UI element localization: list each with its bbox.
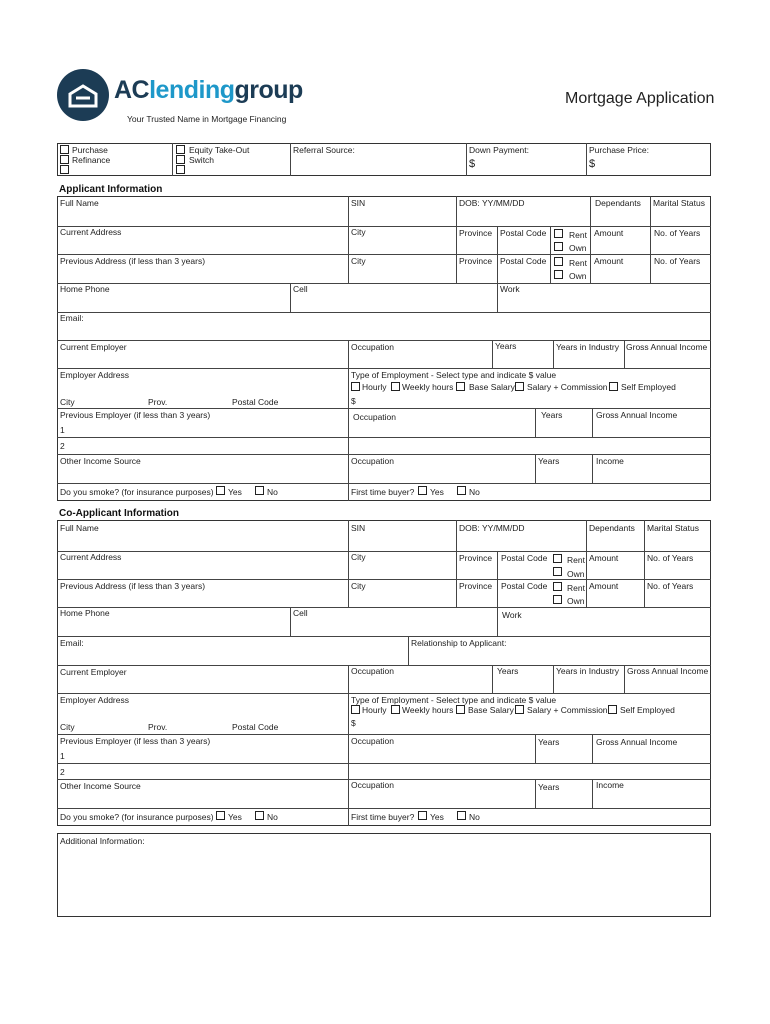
prev-gross-income-field[interactable]: Gross Annual Income bbox=[596, 410, 678, 420]
co-own-checkbox[interactable] bbox=[553, 567, 562, 576]
prev-employer-row-2: 2 bbox=[60, 441, 65, 451]
co-prev-rent-label: Rent bbox=[567, 583, 585, 593]
co-current-address-field[interactable]: Current Address bbox=[60, 552, 122, 562]
hourly-label: Hourly bbox=[362, 382, 387, 392]
years-field[interactable]: Years bbox=[495, 341, 517, 351]
co-other-income-field[interactable]: Other Income Source bbox=[60, 781, 141, 791]
co-city-field[interactable]: City bbox=[351, 552, 366, 562]
refinance-label: Refinance bbox=[72, 155, 111, 165]
purchase-checkbox[interactable] bbox=[60, 145, 69, 154]
co-first-time-yes-checkbox[interactable] bbox=[418, 811, 427, 820]
equity-takeout-checkbox[interactable] bbox=[176, 145, 185, 154]
first-time-buyer-question: First time buyer? bbox=[351, 487, 415, 497]
coapplicant-section-title: Co-Applicant Information bbox=[59, 508, 179, 519]
full-name-field[interactable]: Full Name bbox=[60, 198, 99, 208]
co-years-field[interactable]: Years bbox=[497, 666, 519, 676]
document-title: Mortgage Application bbox=[565, 90, 715, 107]
other-occupation-field[interactable]: Occupation bbox=[351, 456, 394, 466]
hourly-checkbox[interactable] bbox=[351, 382, 360, 391]
co-email-field[interactable]: Email: bbox=[60, 638, 84, 648]
co-sin-field[interactable]: SIN bbox=[351, 523, 366, 533]
co-prev-years-field[interactable]: Years bbox=[538, 737, 560, 747]
employer-address-field[interactable]: Employer Address bbox=[60, 370, 129, 380]
prev-employer-row-1: 1 bbox=[60, 425, 65, 435]
smoke-yes-checkbox[interactable] bbox=[216, 486, 225, 495]
purchase-price-field[interactable]: Purchase Price: bbox=[589, 145, 649, 155]
gross-income-field[interactable]: Gross Annual Income bbox=[626, 342, 708, 352]
employer-postal-field[interactable]: Postal Code bbox=[232, 397, 279, 407]
postal-code-field[interactable]: Postal Code bbox=[500, 228, 547, 238]
co-smoke-yes-checkbox[interactable] bbox=[216, 811, 225, 820]
smoke-question: Do you smoke? (for insurance purposes) bbox=[60, 487, 214, 497]
purpose2-extra-checkbox[interactable] bbox=[176, 165, 185, 174]
rent-label: Rent bbox=[569, 230, 587, 240]
rent-checkbox[interactable] bbox=[554, 229, 563, 238]
co-hourly-checkbox[interactable] bbox=[351, 705, 360, 714]
co-prev-rent-checkbox[interactable] bbox=[553, 582, 562, 591]
co-first-time-buyer-question: First time buyer? bbox=[351, 812, 415, 822]
co-prev-own-label: Own bbox=[567, 596, 585, 606]
co-prev-occupation-field[interactable]: Occupation bbox=[351, 736, 394, 746]
co-other-years-field[interactable]: Years bbox=[538, 782, 560, 792]
logo-text-group: group bbox=[234, 76, 303, 104]
prev-rent-label: Rent bbox=[569, 258, 587, 268]
years-industry-field[interactable]: Years in Industry bbox=[556, 342, 619, 352]
other-income-amount-field[interactable]: Income bbox=[596, 456, 624, 466]
prev-own-checkbox[interactable] bbox=[554, 270, 563, 279]
logo-house-icon bbox=[56, 68, 110, 122]
employment-type-label: Type of Employment - Select type and indicate $ value bbox=[351, 370, 557, 380]
smoke-yes-label: Yes bbox=[228, 487, 242, 497]
co-dependants-field[interactable]: Dependants bbox=[589, 523, 635, 533]
dependants-field[interactable]: Dependants bbox=[595, 198, 641, 208]
salary-commission-checkbox[interactable] bbox=[515, 382, 524, 391]
co-amount-field[interactable]: Amount bbox=[589, 553, 619, 563]
co-marital-status-field[interactable]: Marital Status bbox=[647, 523, 699, 533]
co-prev-gross-income-field[interactable]: Gross Annual Income bbox=[596, 737, 678, 747]
co-prev-no-years-field[interactable]: No. of Years bbox=[647, 581, 694, 591]
co-postal-code-field[interactable]: Postal Code bbox=[501, 553, 548, 563]
logo-text-ac: AC bbox=[114, 76, 150, 104]
home-phone-field[interactable]: Home Phone bbox=[60, 284, 110, 294]
base-salary-checkbox[interactable] bbox=[456, 382, 465, 391]
applicant-section-title: Applicant Information bbox=[59, 184, 163, 195]
additional-info-label: Additional Information: bbox=[60, 836, 145, 846]
co-relationship-field[interactable]: Relationship to Applicant: bbox=[411, 638, 507, 648]
co-rent-label: Rent bbox=[567, 555, 585, 565]
work-field[interactable]: Work bbox=[500, 284, 520, 294]
co-prev-employer-row-2: 2 bbox=[60, 767, 65, 777]
sin-field[interactable]: SIN bbox=[351, 198, 366, 208]
no-years-field[interactable]: No. of Years bbox=[654, 228, 701, 238]
smoke-no-label: No bbox=[267, 487, 278, 497]
current-employer-field[interactable]: Current Employer bbox=[60, 342, 127, 352]
co-gross-income-field[interactable]: Gross Annual Income bbox=[627, 666, 709, 676]
prev-city-field[interactable]: City bbox=[351, 256, 366, 266]
occupation-field[interactable]: Occupation bbox=[351, 342, 394, 352]
co-previous-employer-field[interactable]: Previous Employer (if less than 3 years) bbox=[60, 736, 211, 746]
co-cell-field[interactable]: Cell bbox=[293, 608, 308, 618]
employment-dollar: $ bbox=[351, 396, 356, 406]
first-time-yes-checkbox[interactable] bbox=[418, 486, 427, 495]
co-salary-commission-checkbox[interactable] bbox=[515, 705, 524, 714]
co-prev-city-field[interactable]: City bbox=[351, 581, 366, 591]
co-hourly-label: Hourly bbox=[362, 705, 387, 715]
prev-province-field[interactable]: Province bbox=[459, 256, 493, 266]
other-years-field[interactable]: Years bbox=[538, 456, 560, 466]
co-employer-address-field[interactable]: Employer Address bbox=[60, 695, 129, 705]
co-salary-commission-label: Salary + Commission bbox=[527, 705, 608, 715]
other-income-field[interactable]: Other Income Source bbox=[60, 456, 141, 466]
email-field[interactable]: Email: bbox=[60, 313, 84, 323]
switch-label: Switch bbox=[189, 155, 215, 165]
co-self-employed-label: Self Employed bbox=[620, 705, 675, 715]
marital-status-field[interactable]: Marital Status bbox=[653, 198, 705, 208]
first-time-no-label: No bbox=[469, 487, 480, 497]
own-label: Own bbox=[569, 243, 587, 253]
co-smoke-no-checkbox[interactable] bbox=[255, 811, 264, 820]
co-prev-postal-code-field[interactable]: Postal Code bbox=[501, 581, 548, 591]
tagline: Your Trusted Name in Mortgage Financing bbox=[127, 114, 287, 124]
co-first-time-no-label: No bbox=[469, 812, 480, 822]
purpose-extra-checkbox[interactable] bbox=[60, 165, 69, 174]
down-payment-field[interactable]: Down Payment: bbox=[469, 145, 529, 155]
salary-commission-label: Salary + Commission bbox=[527, 382, 608, 392]
prev-no-years-field[interactable]: No. of Years bbox=[654, 256, 701, 266]
weekly-hours-label: Weekly hours bbox=[402, 382, 454, 392]
previous-address-field[interactable]: Previous Address (if less than 3 years) bbox=[60, 256, 206, 266]
co-smoke-no-label: No bbox=[267, 812, 278, 822]
purchase-price-dollar: $ bbox=[589, 158, 596, 170]
co-no-years-field[interactable]: No. of Years bbox=[647, 553, 694, 563]
co-work-field[interactable]: Work bbox=[502, 610, 522, 620]
co-dob-field[interactable]: DOB: YY/MM/DD bbox=[459, 523, 525, 533]
purchase-label: Purchase bbox=[72, 145, 108, 155]
co-employer-city-field[interactable]: City bbox=[60, 722, 75, 732]
city-field[interactable]: City bbox=[351, 227, 366, 237]
co-home-phone-field[interactable]: Home Phone bbox=[60, 608, 110, 618]
co-occupation-field[interactable]: Occupation bbox=[351, 666, 394, 676]
weekly-hours-checkbox[interactable] bbox=[391, 382, 400, 391]
co-self-employed-checkbox[interactable] bbox=[608, 705, 617, 714]
cell-field[interactable]: Cell bbox=[293, 284, 308, 294]
co-other-occupation-field[interactable]: Occupation bbox=[351, 780, 394, 790]
co-smoke-question: Do you smoke? (for insurance purposes) bbox=[60, 812, 214, 822]
co-prev-province-field[interactable]: Province bbox=[459, 581, 493, 591]
co-employer-postal-field[interactable]: Postal Code bbox=[232, 722, 279, 732]
co-weekly-hours-label: Weekly hours bbox=[402, 705, 454, 715]
base-salary-label: Base Salary bbox=[469, 382, 515, 392]
employer-city-field[interactable]: City bbox=[60, 397, 75, 407]
own-checkbox[interactable] bbox=[554, 242, 563, 251]
co-base-salary-label: Base Salary bbox=[468, 705, 514, 715]
dob-field[interactable]: DOB: YY/MM/DD bbox=[459, 198, 525, 208]
co-rent-checkbox[interactable] bbox=[553, 554, 562, 563]
co-prev-amount-field[interactable]: Amount bbox=[589, 581, 619, 591]
co-base-salary-checkbox[interactable] bbox=[456, 705, 465, 714]
self-employed-checkbox[interactable] bbox=[609, 382, 618, 391]
co-prev-employer-row-1: 1 bbox=[60, 751, 65, 761]
first-time-no-checkbox[interactable] bbox=[457, 486, 466, 495]
prev-postal-code-field[interactable]: Postal Code bbox=[500, 256, 547, 266]
equity-takeout-label: Equity Take-Out bbox=[189, 145, 250, 155]
previous-employer-field[interactable]: Previous Employer (if less than 3 years) bbox=[60, 410, 211, 420]
referral-source-field[interactable]: Referral Source: bbox=[293, 145, 355, 155]
switch-checkbox[interactable] bbox=[176, 155, 185, 164]
co-employment-dollar: $ bbox=[351, 718, 356, 728]
co-smoke-yes-label: Yes bbox=[228, 812, 242, 822]
employer-prov-field[interactable]: Prov. bbox=[148, 397, 168, 407]
co-province-field[interactable]: Province bbox=[459, 553, 493, 563]
co-current-employer-field[interactable]: Current Employer bbox=[60, 667, 127, 677]
province-field[interactable]: Province bbox=[459, 228, 493, 238]
prev-rent-checkbox[interactable] bbox=[554, 257, 563, 266]
co-own-label: Own bbox=[567, 569, 585, 579]
self-employed-label: Self Employed bbox=[621, 382, 676, 392]
co-years-industry-field[interactable]: Years in Industry bbox=[556, 666, 619, 676]
prev-amount-field[interactable]: Amount bbox=[594, 256, 624, 266]
logo-text-lending: lending bbox=[149, 76, 235, 104]
co-employment-type-label: Type of Employment - Select type and indicate $ value bbox=[351, 695, 557, 705]
additional-info-box[interactable] bbox=[57, 833, 711, 917]
co-employer-prov-field[interactable]: Prov. bbox=[148, 722, 168, 732]
down-payment-dollar: $ bbox=[469, 158, 476, 170]
co-full-name-field[interactable]: Full Name bbox=[60, 523, 99, 533]
co-weekly-hours-checkbox[interactable] bbox=[391, 705, 400, 714]
co-first-time-no-checkbox[interactable] bbox=[457, 811, 466, 820]
prev-own-label: Own bbox=[569, 271, 587, 281]
refinance-checkbox[interactable] bbox=[60, 155, 69, 164]
current-address-field[interactable]: Current Address bbox=[60, 227, 122, 237]
prev-occupation-field[interactable]: Occupation bbox=[353, 412, 396, 422]
prev-years-field[interactable]: Years bbox=[541, 410, 563, 420]
amount-field[interactable]: Amount bbox=[594, 228, 624, 238]
co-first-time-yes-label: Yes bbox=[430, 812, 444, 822]
co-prev-own-checkbox[interactable] bbox=[553, 595, 562, 604]
smoke-no-checkbox[interactable] bbox=[255, 486, 264, 495]
first-time-yes-label: Yes bbox=[430, 487, 444, 497]
co-previous-address-field[interactable]: Previous Address (if less than 3 years) bbox=[60, 581, 206, 591]
co-other-income-amount-field[interactable]: Income bbox=[596, 780, 624, 790]
